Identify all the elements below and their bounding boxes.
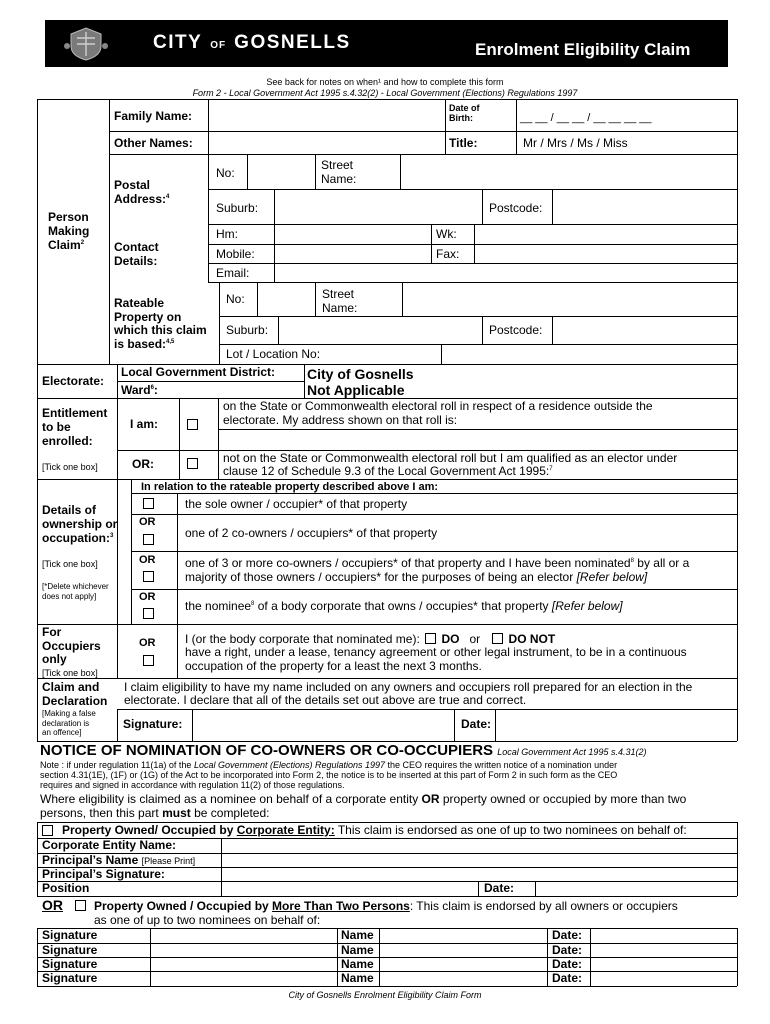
other-names-label: Other Names: bbox=[114, 136, 193, 150]
postal-suburb-label: Suburb: bbox=[216, 201, 259, 215]
claim-label: Claim and Declaration bbox=[42, 680, 108, 708]
form-title: Enrolment Eligibility Claim bbox=[475, 40, 691, 59]
family-name-field[interactable] bbox=[210, 101, 443, 130]
entitlement-option-1-line2: electorate. My address shown on that roll is: bbox=[223, 413, 458, 427]
ownership-or-2: OR bbox=[139, 554, 156, 566]
sig-row-1-name-label: Name bbox=[341, 928, 374, 942]
corporate-entity-checkbox[interactable] bbox=[42, 825, 53, 836]
signature-field[interactable] bbox=[194, 711, 452, 739]
postal-address-label: Postal Address:$^4$ bbox=[114, 178, 170, 206]
notice-title: NOTICE OF NOMINATION OF CO-OWNERS OR CO-OCCUPIERS Local Government Act 1995 s.4.31(2) bbox=[40, 742, 647, 759]
entitlement-option-1-checkbox[interactable] bbox=[187, 419, 198, 430]
notice-intro-line1: Where eligibility is claimed as a nominee on behalf of a corporate entity OR property owned or occupied by more than two bbox=[40, 792, 687, 806]
ownership-corporate-text: the nominee$^8$ of a body corporate that owns / occupies* that property [Refer below] bbox=[185, 599, 623, 613]
lgd-value: City of Gosnells bbox=[307, 366, 414, 382]
dob-field[interactable]: __ __ / __ __ / __ __ __ __ bbox=[520, 112, 652, 124]
occupiers-checkbox[interactable] bbox=[143, 655, 154, 666]
claim-line2: electorate. I declare that all of the details set out above are true and correct. bbox=[124, 693, 527, 707]
rateable-postcode-label: Postcode: bbox=[489, 323, 543, 337]
header-bar bbox=[45, 20, 728, 67]
footer-text: City of Gosnells Enrolment Eligibility Claim Form bbox=[288, 990, 482, 1000]
occupiers-label: For Occupiers only bbox=[42, 625, 101, 666]
do-not-checkbox[interactable] bbox=[492, 633, 503, 644]
i-am-label: I am: bbox=[130, 417, 159, 431]
more-than-two-checkbox[interactable] bbox=[75, 900, 86, 911]
position-label: Position bbox=[42, 881, 90, 895]
corporate-name-label: Corporate Entity Name: bbox=[42, 838, 177, 852]
rateable-no-label: No: bbox=[226, 292, 245, 306]
do-checkbox[interactable] bbox=[425, 633, 436, 644]
position-date-label: Date: bbox=[484, 881, 515, 895]
entitlement-tick-note: [Tick one box] bbox=[42, 462, 98, 472]
hm-label: Hm: bbox=[216, 227, 238, 241]
postal-postcode-label: Postcode: bbox=[489, 201, 543, 215]
notice-note-line3: requires and signed in accordance with regulation 11(2) of those regulations. bbox=[40, 780, 345, 790]
title-options[interactable]: Mr / Mrs / Ms / Miss bbox=[523, 136, 628, 150]
contact-details-label: Contact Details: bbox=[114, 240, 159, 268]
lgd-label: Local Government District: bbox=[121, 365, 276, 379]
claim-date-field[interactable] bbox=[497, 711, 735, 739]
other-names-field[interactable] bbox=[210, 133, 443, 153]
postal-street-label: Street Name: bbox=[321, 158, 357, 186]
corporate-name-field[interactable] bbox=[223, 839, 735, 853]
sig-row-3-date-label: Date: bbox=[552, 957, 583, 971]
entitlement-option-1-line1: on the State or Commonwealth electoral roll in respect of a residence outside the bbox=[223, 399, 653, 413]
sig-row-3-name-label: Name bbox=[341, 957, 374, 971]
occupiers-tick-note: [Tick one box] bbox=[42, 668, 98, 678]
ownership-three-line1: one of 3 or more co-owners / occupiers* of that property and I have been nominated$^8$ by all or a bbox=[185, 556, 690, 570]
principal-signature-field[interactable] bbox=[223, 868, 735, 882]
notes-line: See back for notes on when¹ and how to complete this form bbox=[266, 77, 504, 87]
dob-label: Date of Birth: bbox=[449, 103, 480, 123]
notice-note-line2: section 4.31(1E), (1F) or (1G) of the Act to be incorporated into Form 2, the notice is to be inserted at this part of Form 2 in such form as the CEO bbox=[40, 770, 618, 780]
ownership-three-checkbox[interactable] bbox=[143, 571, 154, 582]
more-than-two-heading: Property Owned / Occupied by More Than Two Persons: This claim is endorsed by all owners or occupiers bbox=[94, 899, 678, 913]
ownership-sole-text: the sole owner / occupier* of that property bbox=[185, 497, 408, 511]
wk-label: Wk: bbox=[436, 227, 457, 241]
roll-address-field[interactable] bbox=[220, 431, 735, 449]
fax-label: Fax: bbox=[436, 247, 460, 261]
entitlement-option-2-line2: clause 12 of Schedule 9.3 of the Local Government Act 1995:$^7$ bbox=[223, 464, 553, 478]
postal-no-label: No: bbox=[216, 166, 235, 180]
city-crest-icon bbox=[63, 24, 109, 62]
sig-row-1-date-label: Date: bbox=[552, 928, 583, 942]
or-heading: OR bbox=[42, 897, 63, 913]
sig-row-2-signature-label: Signature bbox=[42, 943, 98, 957]
claim-note: [Making a false declaration is an offence] bbox=[42, 709, 96, 737]
sig-row-3-signature-label: Signature bbox=[42, 957, 98, 971]
ownership-two-text: one of 2 co-owners / occupiers* of that property bbox=[185, 526, 438, 540]
notice-note-line1: Note : if under regulation 11(1a) of the Local Government (Elections) Regulations 1997 the CEO requires the written notice of a nomination under bbox=[40, 760, 618, 770]
entitlement-option-2-checkbox[interactable] bbox=[187, 458, 198, 469]
ownership-tick-note: [Tick one box] bbox=[42, 559, 98, 569]
form-reference: Form 2 - Local Government Act 1995 s.4.32(2) - Local Government (Elections) Regulations 1997 bbox=[192, 88, 578, 98]
more-than-two-line2: as one of up to two nominees on behalf of: bbox=[94, 913, 321, 927]
entitlement-or-label: OR: bbox=[132, 457, 154, 471]
sig-row-1-signature-label: Signature bbox=[42, 928, 98, 942]
entitlement-label: Entitlement to be enrolled: bbox=[42, 406, 108, 448]
principal-name-label: Principal’s Name [Please Print] bbox=[42, 853, 196, 867]
signature-label: Signature: bbox=[123, 717, 183, 731]
city-logo-text: CITY OF GOSNELLS bbox=[153, 32, 351, 53]
occupiers-line2: have a right, under a lease, tenancy agreement or other legal instrument, to be in a continuous bbox=[185, 645, 687, 659]
entitlement-option-2-line1: not on the State or Commonwealth electoral roll but I am qualified as an elector under bbox=[223, 451, 678, 465]
principal-signature-label: Principal’s Signature: bbox=[42, 867, 165, 881]
ownership-heading: In relation to the rateable property described above I am: bbox=[141, 481, 439, 493]
delete-note: [*Delete whichever does not apply] bbox=[42, 582, 109, 601]
mobile-label: Mobile: bbox=[216, 247, 255, 261]
title-label: Title: bbox=[449, 136, 478, 150]
ownership-label: Details of ownership or occupation:$^3$ bbox=[42, 503, 118, 545]
occupiers-or: OR bbox=[139, 637, 156, 649]
position-field[interactable] bbox=[223, 882, 475, 896]
principal-name-field[interactable] bbox=[223, 854, 735, 868]
rateable-property-label: Rateable Property on which this claim is based:$^{4,5}$ bbox=[114, 296, 207, 351]
ownership-three-line2: majority of those owners / occupiers* for the purposes of being an elector [Refer below] bbox=[185, 570, 648, 584]
ownership-or-3: OR bbox=[139, 591, 156, 603]
sig-row-2-date-label: Date: bbox=[552, 943, 583, 957]
ward-label: Ward$^6$: bbox=[121, 383, 158, 397]
electorate-label: Electorate: bbox=[42, 374, 105, 388]
occupiers-line1: I (or the body corporate that nominated me): DO or DO NOT bbox=[185, 632, 556, 646]
claim-date-label: Date: bbox=[461, 717, 492, 731]
email-label: Email: bbox=[216, 266, 250, 280]
family-name-label: Family Name: bbox=[114, 109, 193, 123]
lot-label: Lot / Location No: bbox=[226, 347, 321, 361]
ownership-two-checkbox[interactable] bbox=[143, 534, 154, 545]
sig-row-2-name-label: Name bbox=[341, 943, 374, 957]
sig-row-4-signature-label: Signature bbox=[42, 971, 98, 985]
ownership-or-1: OR bbox=[139, 516, 156, 528]
sig-row-4-name-label: Name bbox=[341, 971, 374, 985]
occupiers-line3: occupation of the property for a least the next 3 months. bbox=[185, 659, 482, 673]
rateable-suburb-label: Suburb: bbox=[226, 323, 269, 337]
claim-line1: I claim eligibility to have my name included on any owners and occupiers roll prepared for an election in the bbox=[124, 680, 693, 694]
ownership-sole-checkbox[interactable] bbox=[143, 498, 154, 509]
ward-value: Not Applicable bbox=[307, 382, 405, 398]
notice-intro-line2: persons, then this part must be completed: bbox=[40, 806, 270, 820]
ownership-corporate-checkbox[interactable] bbox=[143, 608, 154, 619]
corporate-entity-heading: Property Owned/ Occupied by Corporate Entity: This claim is endorsed as one of up to two nominees on behalf of: bbox=[62, 823, 687, 837]
person-section-label: Person Making Claim$^2$ bbox=[48, 210, 90, 252]
rateable-street-label: Street Name: bbox=[322, 287, 358, 315]
sig-row-4-date-label: Date: bbox=[552, 971, 583, 985]
